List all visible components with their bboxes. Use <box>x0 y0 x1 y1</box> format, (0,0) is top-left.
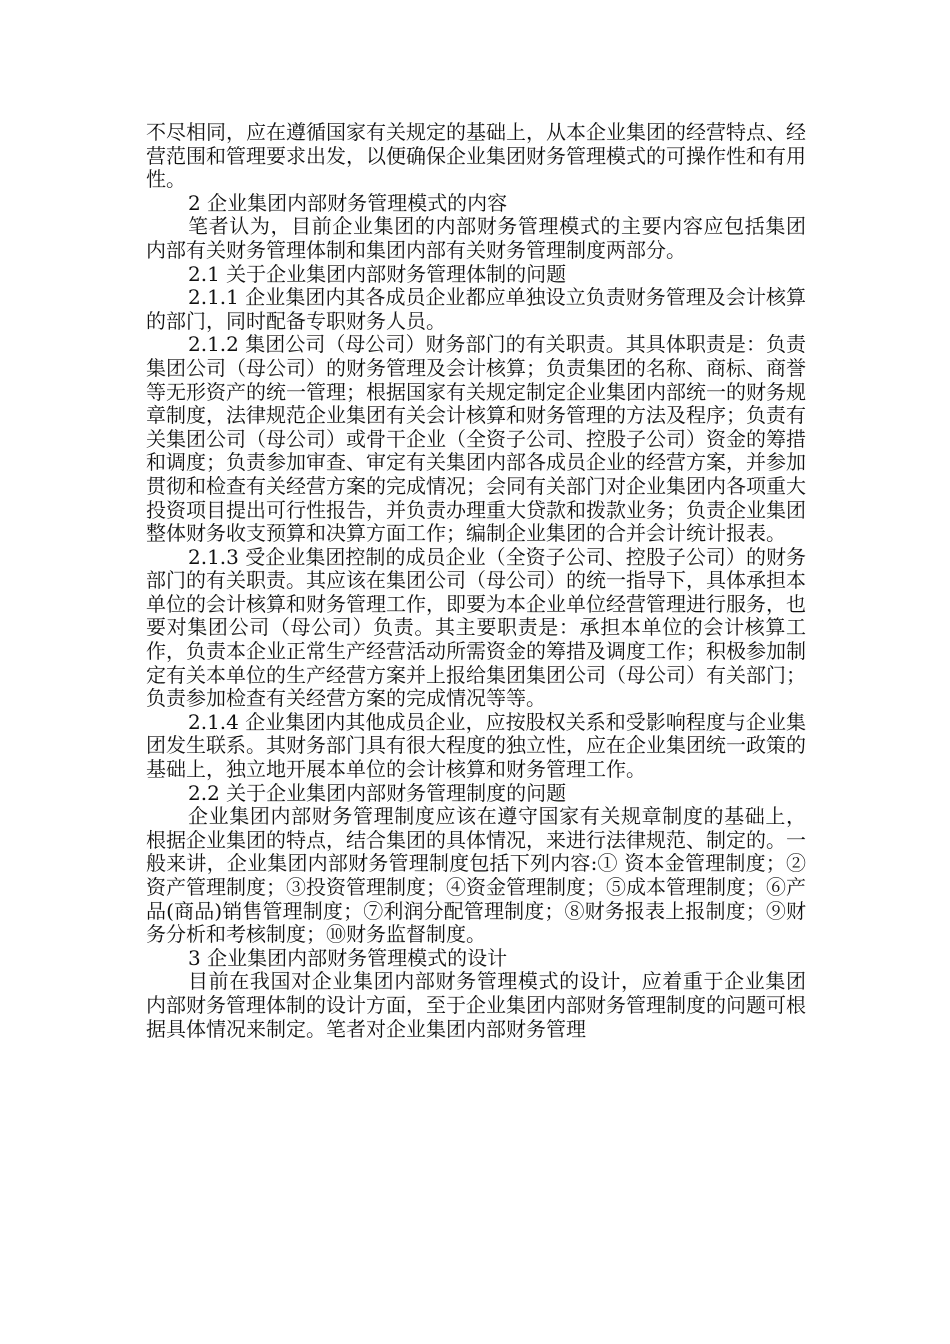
paragraph-2-1-3: 2.1.3 受企业集团控制的成员企业（全资子公司、控股子公司）的财务部门的有关职责。其应该在集团公司（母公司）的统一指导下，具体承担本单位的会计核算和财务管理工作，即要为本企业单位经营管理进行服务，也要对集团公司（母公司）负责。其主要职责是：承担本单位的会计核算工作，负责本企业正常生产经营活动所需资金的筹措及调度工作；积极参加制定有关本单位的生产经营方案并上报给集团集团公司（母公司）有关部门；负责参加检查有关经营方案的完成情况等等。 <box>146 544 806 711</box>
section-heading-2-1: 2.1 关于企业集团内部财务管理体制的问题 <box>188 261 567 286</box>
paragraph: 目前在我国对企业集团内部财务管理模式的设计，应着重于企业集团内部财务管理体制的设计方面，至于企业集团内部财务管理制度的问题可根据具体情况来制定。笔者对企业集团内部财务管理 <box>146 969 806 1041</box>
paragraph-2-1-1: 2.1.1 企业集团内其各成员企业都应单独设立负责财务管理及会计核算的部门，同时配备专职财务人员。 <box>146 285 806 333</box>
paragraph-continuation: 不尽相同，应在遵循国家有关规定的基础上，从本企业集团的经营特点、经营范围和管理要求出发，以便确保企业集团财务管理模式的可操作性和有用性。 <box>146 120 806 192</box>
section-heading-2: 2 企业集团内部财务管理模式的内容 <box>188 190 508 215</box>
paragraph: 企业集团内部财务管理制度应该在遵守国家有关规章制度的基础上，根据企业集团的特点，结合集团的具体情况，来进行法律规范、制定的。一般来讲，企业集团内部财务管理制度包括下列内容:① 资本金管理制度；②资产管理制度；③投资管理制度；④资金管理制度；⑤成本管理制度；⑥产品(商品)销售管理制度；⑦利润分配管理制度；⑧财务报表上报制度；⑨财务分析和考核制度；⑩财务监督制度。 <box>146 804 806 947</box>
paragraph-2-1-4: 2.1.4 企业集团内其他成员企业，应按股权关系和受影响程度与企业集团发生联系。其财务部门具有很大程度的独立性，应在企业集团统一政策的基础上，独立地开展本单位的会计核算和财务管理工作。 <box>146 709 806 782</box>
paragraph-2-1-2: 2.1.2 集团公司（母公司）财务部门的有关职责。其具体职责是：负责集团公司（母公司）的财务管理及会计核算；负责集团的名称、商标、商誉等无形资产的统一管理；根据国家有关规定制定企业集团内部统一的财务规章制度，法律规范企业集团有关会计核算和财务管理的方法及程序；负责有关集团公司（母公司）或骨干企业（全资子公司、控股子公司）资金的筹措和调度；负责参加审查、审定有关集团内部各成员企业的经营方案，并参加贯彻和检查有关经营方案的完成情况；会同有关部门对企业集团内各项重大投资项目提出可行性报告，并负责办理重大贷款和拨款业务；负责企业集团整体财务收支预算和决算方面工作；编制企业集团的合并会计统计报表。 <box>146 332 806 546</box>
document-body <box>146 121 806 1041</box>
paragraph: 笔者认为，目前企业集团的内部财务管理模式的主要内容应包括集团内部有关财务管理体制和集团内部有关财务管理制度两部分。 <box>146 214 806 262</box>
section-heading-2-2: 2.2 关于企业集团内部财务管理制度的问题 <box>188 780 567 805</box>
section-heading-3: 3 企业集团内部财务管理模式的设计 <box>188 945 508 970</box>
